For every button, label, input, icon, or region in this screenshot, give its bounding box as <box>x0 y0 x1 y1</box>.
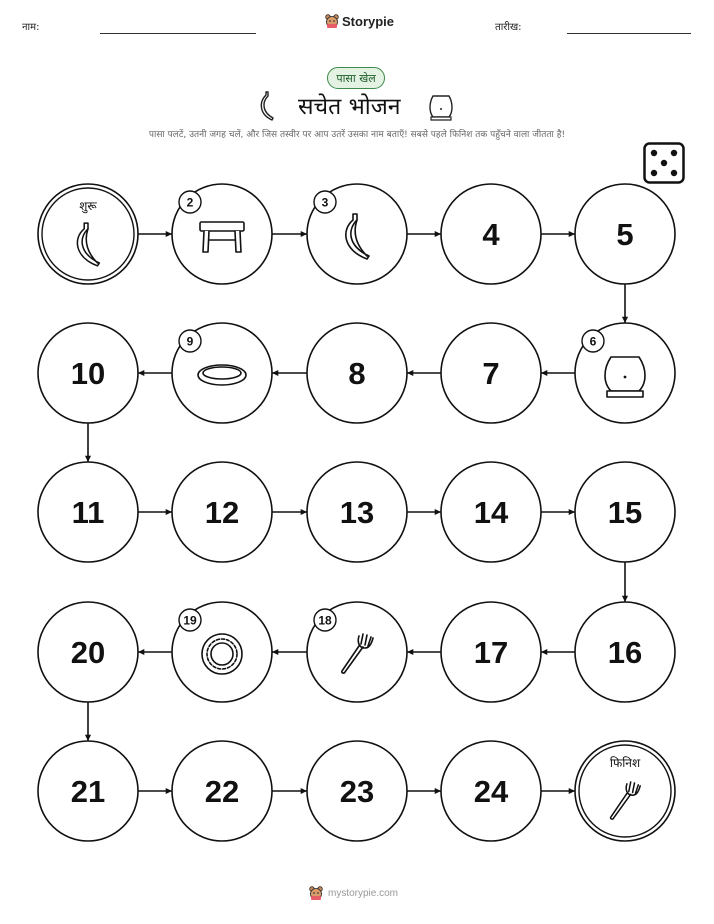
space-number: 20 <box>70 635 106 670</box>
board-space-1 <box>38 184 138 284</box>
board-space-12 <box>172 462 272 562</box>
path-arrow <box>622 284 628 323</box>
board-space-20 <box>38 602 138 702</box>
path-arrow <box>138 370 172 376</box>
path-arrow <box>407 370 441 376</box>
space-number: 2 <box>186 195 194 210</box>
board-space-3 <box>307 184 407 284</box>
board-space-13 <box>307 462 407 562</box>
path-arrow <box>541 509 575 515</box>
name-label: नाम: <box>22 22 40 33</box>
space-number: 3 <box>321 195 329 210</box>
board-space-21 <box>38 741 138 841</box>
space-number: 18 <box>318 613 332 628</box>
path-arrow <box>622 562 628 602</box>
path-arrow <box>272 788 307 794</box>
board-space-14 <box>441 462 541 562</box>
dice-game-badge: पासा खेल <box>327 67 385 89</box>
board-space-19 <box>172 602 272 702</box>
bear-mascot-icon <box>308 885 324 901</box>
space-number: 14 <box>473 495 509 530</box>
instructions-text: पासा पलटें, उतनी जगह चलें, और जिस तस्वीर पर आप उतरें उसका नाम बताएँ! सबसे पहले फिनिश तक पहुँचने वाला जीतता है! <box>148 130 566 140</box>
space-number: 9 <box>186 334 194 349</box>
space-number: 12 <box>204 495 240 530</box>
space-number: 5 <box>616 217 634 252</box>
start-label: शुरू <box>79 199 97 213</box>
board-space-7 <box>441 323 541 423</box>
board-space-5 <box>575 184 675 284</box>
path-arrow <box>138 231 172 237</box>
board-space-9 <box>172 323 272 423</box>
path-arrow <box>272 509 307 515</box>
board-space-8 <box>307 323 407 423</box>
path-arrow <box>407 788 441 794</box>
board-space-2 <box>172 184 272 284</box>
space-number: 23 <box>339 774 375 809</box>
space-number: 16 <box>607 635 643 670</box>
space-number: 15 <box>607 495 643 530</box>
path-arrow <box>541 231 575 237</box>
pie-icon <box>202 634 242 674</box>
page-title: सचेत भोजन <box>298 94 401 120</box>
path-arrow <box>407 231 441 237</box>
board-space-15 <box>575 462 675 562</box>
board-space-17 <box>441 602 541 702</box>
board-space-23 <box>307 741 407 841</box>
space-number: 13 <box>339 495 375 530</box>
space-number: 11 <box>71 495 105 530</box>
plate-icon <box>198 365 246 385</box>
date-label: तारीख: <box>495 22 522 33</box>
path-arrow <box>272 231 307 237</box>
path-arrow <box>138 649 172 655</box>
board-space-4 <box>441 184 541 284</box>
board-space-11 <box>38 462 138 562</box>
board-space-25 <box>575 741 675 841</box>
board-space-24 <box>441 741 541 841</box>
footer-site: mystorypie.com <box>328 887 399 899</box>
footer <box>308 885 398 901</box>
brand-name: Storypie <box>342 13 395 29</box>
board-space-16 <box>575 602 675 702</box>
path-arrow <box>138 788 172 794</box>
belly-icon <box>605 357 645 397</box>
path-arrow <box>541 370 575 376</box>
board-space-6 <box>575 323 675 423</box>
space-number: 24 <box>473 774 509 809</box>
path-arrow <box>541 649 575 655</box>
space-number: 10 <box>70 356 106 391</box>
space-number: 22 <box>204 774 240 809</box>
space-number: 7 <box>482 356 500 391</box>
space-number: 8 <box>348 356 366 391</box>
board-space-22 <box>172 741 272 841</box>
space-number: 17 <box>473 635 509 670</box>
path-arrow <box>407 649 441 655</box>
finish-label: फिनिश <box>609 756 641 770</box>
path-arrow <box>85 423 91 462</box>
board-space-10 <box>38 323 138 423</box>
board-space-18 <box>307 602 407 702</box>
path-arrow <box>541 788 575 794</box>
path-arrow <box>272 649 307 655</box>
path-arrow <box>85 702 91 741</box>
path-arrow <box>272 370 307 376</box>
space-number: 4 <box>482 217 500 252</box>
space-number: 21 <box>70 774 106 809</box>
path-arrow <box>138 509 172 515</box>
path-arrow <box>407 509 441 515</box>
space-number: 6 <box>589 334 597 349</box>
space-number: 19 <box>183 613 197 628</box>
